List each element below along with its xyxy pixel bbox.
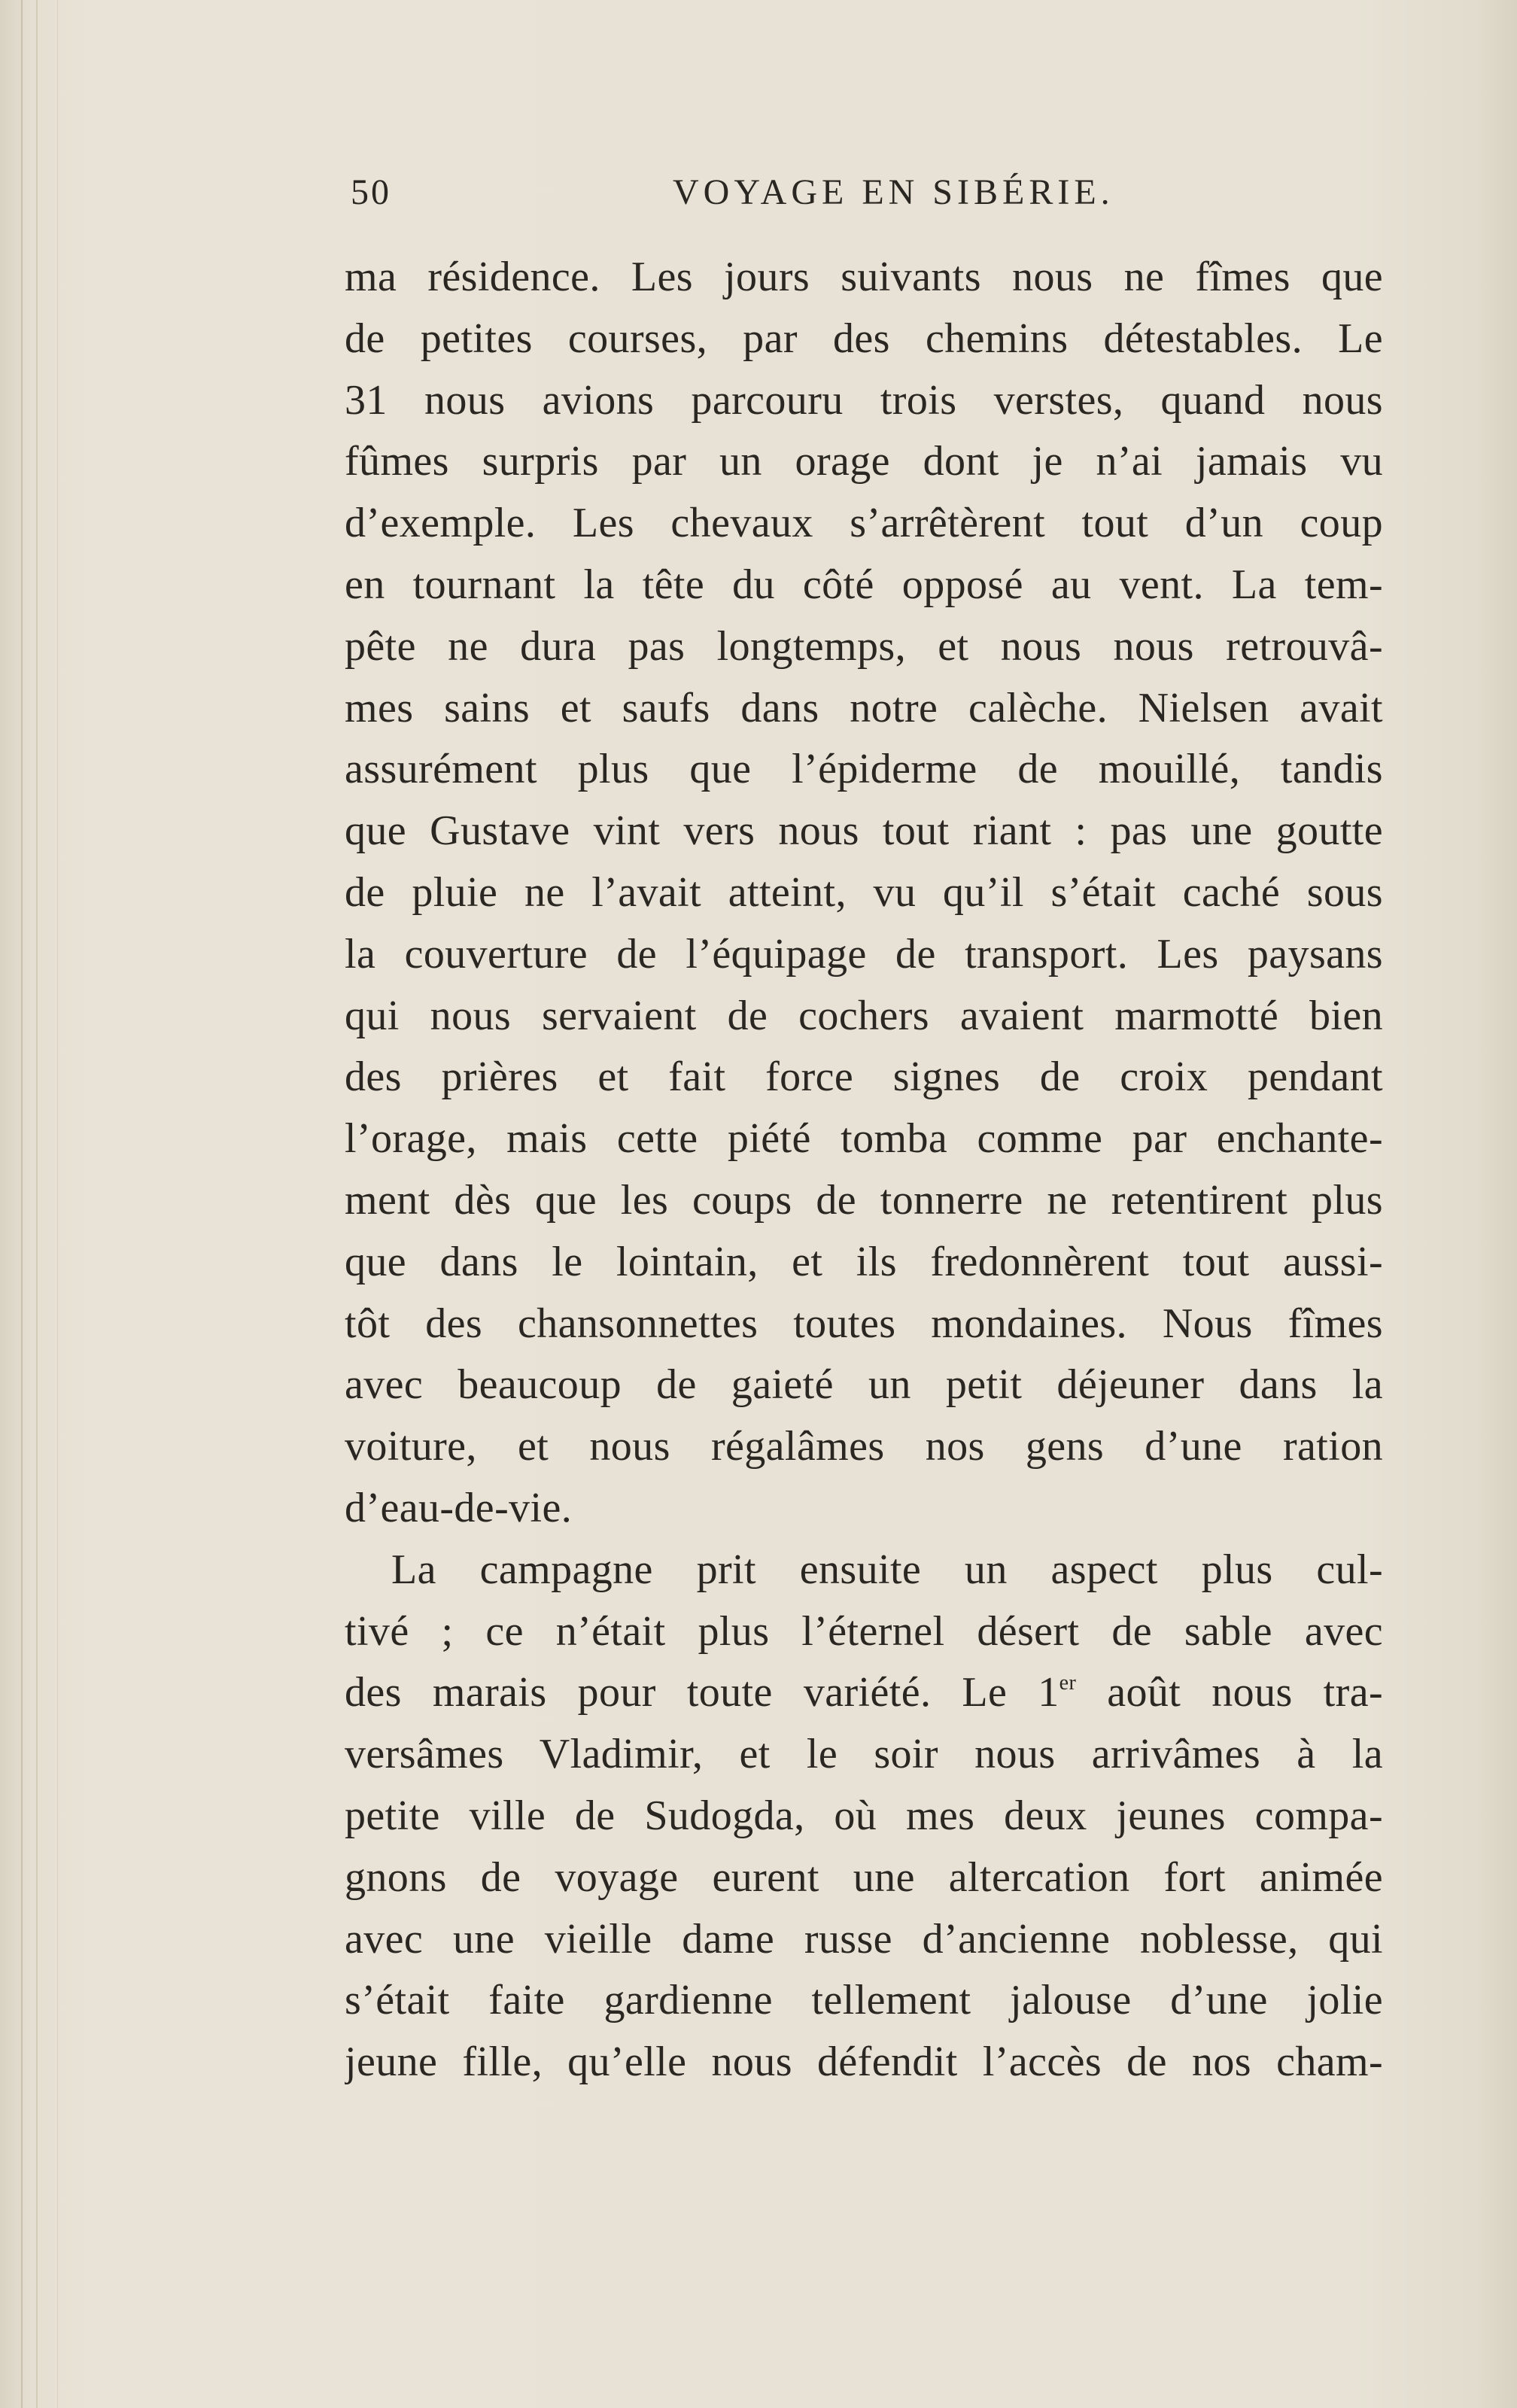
text-segment: des marais pour toute variété. Le 1 — [345, 1669, 1059, 1716]
superscript-er: er — [1059, 1671, 1077, 1695]
binding-edge — [21, 0, 23, 2408]
text-line-with-superscript — [345, 1662, 1383, 1724]
text-line: s’était faite gardienne tellement jalouse d’une jolie — [345, 1977, 1383, 2024]
text-line: jeune fille, qu’elle nous défendit l’accès de nos cham- — [345, 2039, 1383, 2086]
text-line: ment dès que les coups de tonnerre ne retentirent plus — [345, 1176, 1383, 1224]
text-line: avec une vieille dame russe d’ancienne noblesse, qui — [345, 1915, 1383, 1963]
running-title: VOYAGE EN SIBÉRIE. — [673, 172, 1114, 212]
text-line: assurément plus que l’épiderme de mouillé, tandis — [345, 746, 1383, 793]
text-line: ma résidence. Les jours suivants nous ne fîmes que — [345, 254, 1383, 300]
text-line: mes sains et saufs dans notre calèche. Nielsen avait — [345, 684, 1383, 731]
binding-edge — [57, 0, 58, 2408]
body-text — [345, 247, 1383, 2093]
text-line: que Gustave vint vers nous tout riant : pas une goutte — [345, 807, 1383, 855]
text-segment: août nous tra- — [1076, 1669, 1383, 1716]
paragraph-start-line: La campagne prit ensuite un aspect plus cul- — [391, 1546, 1383, 1593]
text-line: petite ville de Sudogda, où mes deux jeunes compa- — [345, 1792, 1383, 1839]
text-line: que dans le lointain, et ils fredonnèrent tout aussi- — [345, 1238, 1383, 1285]
text-line: fûmes surpris par un orage dont je n’ai jamais vu — [345, 438, 1383, 485]
text-line: l’orage, mais cette piété tomba comme par enchante- — [345, 1115, 1383, 1163]
text-line: tôt des chansonnettes toutes mondaines. Nous fîmes — [345, 1300, 1383, 1347]
text-line: tivé ; ce n’était plus l’éternel désert de sable avec — [345, 1607, 1383, 1655]
text-line: de petites courses, par des chemins détestables. Le — [345, 315, 1383, 362]
paragraph-end-line: d’eau-de-vie. — [345, 1484, 573, 1531]
page-number: 50 — [351, 172, 391, 212]
text-line: en tournant la tête du côté opposé au vent. La tem- — [345, 561, 1383, 608]
text-line: la couverture de l’équipage de transport. Les paysans — [345, 930, 1383, 977]
text-line: d’exemple. Les chevaux s’arrêtèrent tout d’un coup — [345, 500, 1383, 547]
text-line: versâmes Vladimir, et le soir nous arrivâmes à la — [345, 1731, 1383, 1778]
binding-edge — [36, 0, 38, 2408]
page-header — [351, 172, 1382, 224]
text-line: avec beaucoup de gaieté un petit déjeuner dans la — [345, 1361, 1383, 1409]
text-line: voiture, et nous régalâmes nos gens d’une ration — [345, 1423, 1383, 1470]
text-line: de pluie ne l’avait atteint, vu qu’il s’était caché sous — [345, 868, 1383, 916]
text-line: qui nous servaient de cochers avaient marmotté bien — [345, 992, 1383, 1039]
text-line: 31 nous avions parcouru trois verstes, quand nous — [345, 376, 1383, 424]
text-line: gnons de voyage eurent une altercation fort animée — [345, 1853, 1383, 1901]
text-line: des prières et fait force signes de croix pendant — [345, 1054, 1383, 1101]
text-line: pête ne dura pas longtemps, et nous nous retrouvâ- — [345, 622, 1383, 670]
